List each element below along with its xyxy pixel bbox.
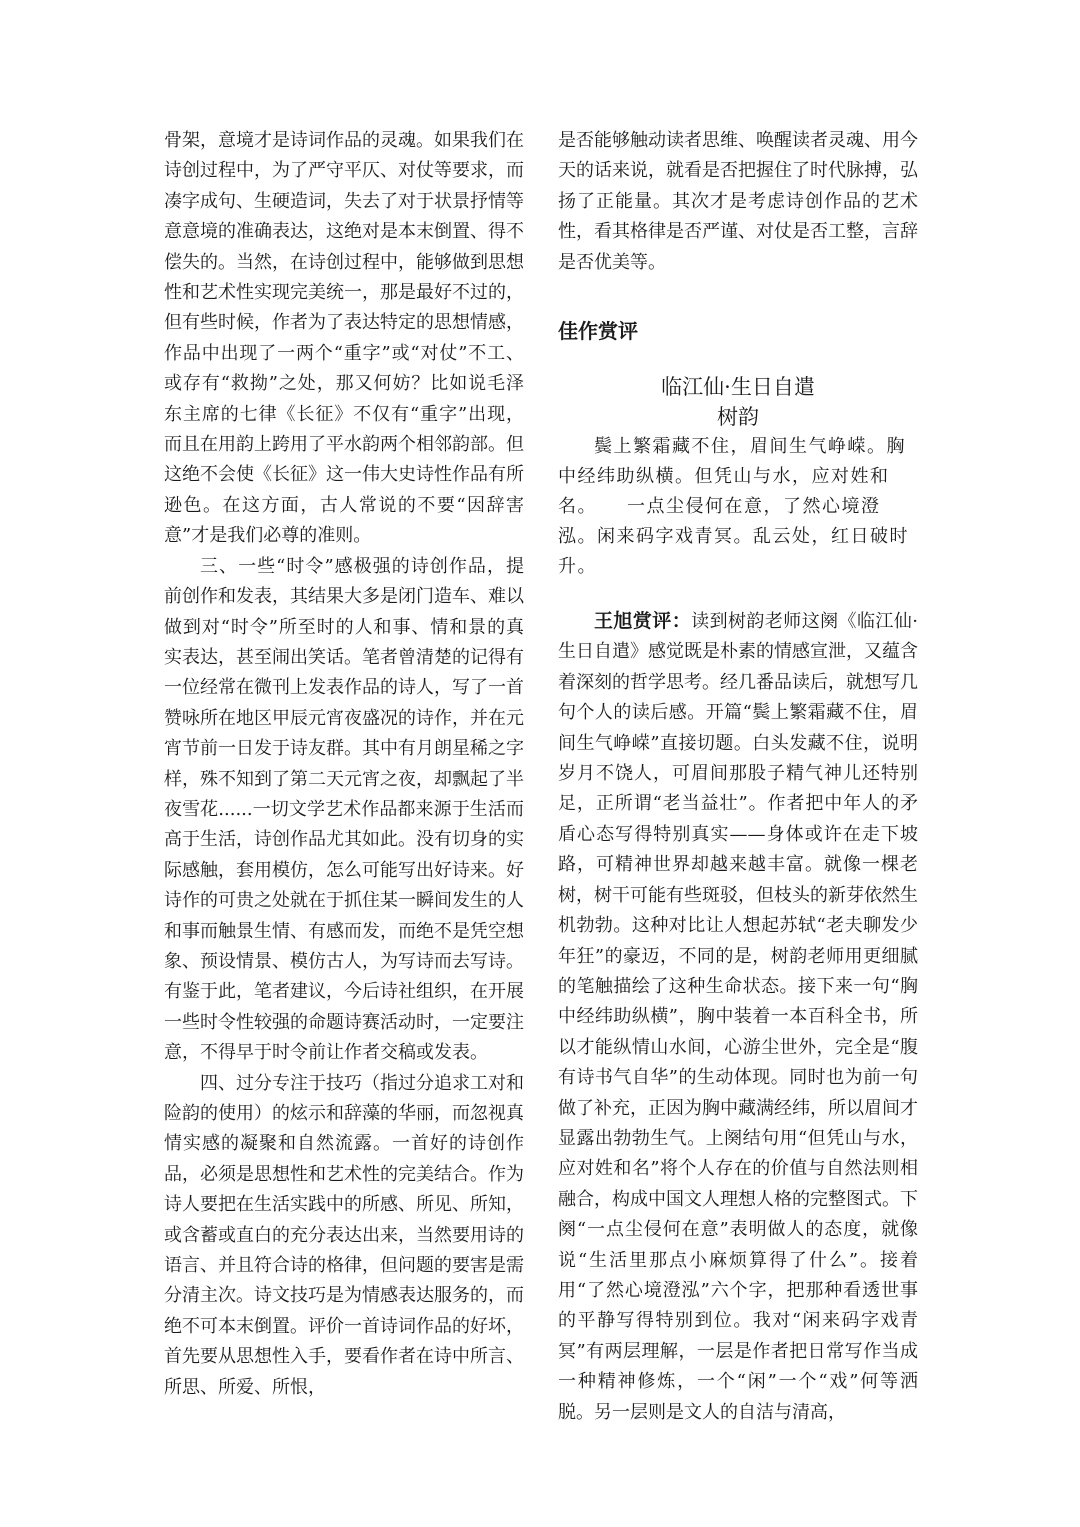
section-heading: 佳作赏评: [558, 319, 638, 344]
review-text: 读到树韵老师这阕《临江仙·生日自遣》感觉既是朴素的情感宣泄，又蕴含着深刻的哲学思考。经几番品读后，就想写几句个人的读后感。开篇“鬓上繁霜藏不住，眉间生气峥嵘”直接切题。白头发藏不住，说明岁月不饶人，可眉间那股子精气神儿还特别足，正所谓“老当益壮”。作者把中年人的矛盾心态写得特别真实——身体或许在走下坡路，可精神世界却越来越丰富。就像一棵老树，树干可能有些斑驳，但枝头的新芽依然生机勃勃。这种对比让人想起苏轼“老夫聊发少年狂”的豪迈，不同的是，树韵老师用更细腻的笔触描绘了这种生命状态。接下来一句“胸中经纬助纵横”，胸中装着一本百科全书，所以才能纵情山水间，心游尘世外，完全是“腹有诗书气自华”的生动体现。同时也为前一句做了补充，正因为胸中藏满经纬，所以眉间才显露出勃勃生气。上阕结句用“但凭山与水，应对姓和名”将个人存在的价值与自然法则相融合，构成中国文人理想人格的完整图式。下阕“一点尘侵何在意”表明做人的态度，就像说“生活里那点小麻烦算得了什么”。接着用“了然心境澄泓”六个字，把那种看透世事的平静写得特别到位。我对“闲来码字戏青冥”有两层理解，一层是作者把日常写作当成一种精神修炼，一个“闲”一个“戏”何等洒脱。另一层则是文人的自洁与清高，: [558, 611, 918, 1423]
poem-title: 临江仙·生日自遣: [661, 375, 815, 400]
paragraph: 三、一些“时令”感极强的诗创作品，提前创作和发表，其结果大多是闭门造车、难以做到对“时令”所至时的人和事、情和景的真实表达，甚至闹出笑话。笔者曾清楚的记得有一位经常在微刊上发表作品的诗人，写了一首赞咏所在地区甲辰元宵夜盛况的诗作，并在元宵节前一日发于诗友群。其中有月朗星稀之字样，殊不知到了第二天元宵之夜，却飘起了半夜雪花......一切文学艺术作品都来源于生活而高于生活，诗创作品尤其如此。没有切身的实际感触，套用模仿，怎么可能写出好诗来。好诗作的可贵之处就在于抓住某一瞬间发生的人和事而触景生情、有感而发，而绝不是凭空想象、预设情景、模仿古人，为写诗而去写诗。有鉴于此，笔者建议，今后诗社组织，在开展一些时令性较强的命题诗赛活动时，一定要注意，不得早于时令前让作者交稿或发表。: [164, 555, 524, 1064]
paragraph: 四、过分专注于技巧（指过分追求工对和险韵的使用）的炫示和辞藻的华丽，而忽视真情实感的凝聚和自然流露。一首好的诗创作品，必须是思想性和艺术性的完美结合。作为诗人要把在生活实践中的所感、所见、所知，或含蓄或直白的充分表达出来，当然要用诗的语言、并且符合诗的格律，但问题的要害是需分清主次。诗文技巧是为情感表达服务的，而绝不可本末倒置。评价一首诗词作品的好坏，首先要从思想性入手，要看作者在诗中所言、所思、所爱、所恨，: [164, 1072, 524, 1398]
paragraph-continuation: 是否能够触动读者思维、唤醒读者灵魂、用今天的话来说，就看是否把握住了时代脉搏，弘扬了正能量。其次才是考虑诗创作品的艺术性，看其格律是否严谨、对仗是否工整，言辞是否优美等。: [558, 130, 918, 273]
review-paragraph: [558, 606, 918, 1428]
poem-author: 树韵: [717, 405, 759, 430]
reviewer-label: 王旭赏评：: [594, 610, 692, 633]
paragraph: 骨架，意境才是诗词作品的灵魂。如果我们在诗创过程中，为了严守平仄、对仗等要求，而凑字成句、生硬造词，失去了对于状景抒情等意意境的准确表达，这绝对是本末倒置、得不偿失的。当然，在诗创过程中，能够做到思想性和艺术性实现完美统一，那是最好不过的，但有些时候，作者为了表达特定的思想情感，作品中出现了一两个“重字”或“对仗”不工、或存有“救拗”之处，那又何妨？比如说毛泽东主席的七律《长征》不仅有“重字”出现，而且在用韵上跨用了平水韵两个相邻韵部。但这绝不会使《长征》这一伟大史诗性作品有所逊色。在这方面，古人常说的不要“因辞害意”才是我们必尊的准则。: [164, 130, 524, 547]
right-column: [558, 126, 918, 1428]
left-column: [164, 126, 524, 1403]
poem-body: 鬓上繁霜藏不住，眉间生气峥嵘。胸中经纬助纵横。但凭山与水，应对姓和名。 一点尘侵何在意，了然心境澄泓。闲来码字戏青冥。乱云处，红日破时升。: [558, 436, 909, 578]
